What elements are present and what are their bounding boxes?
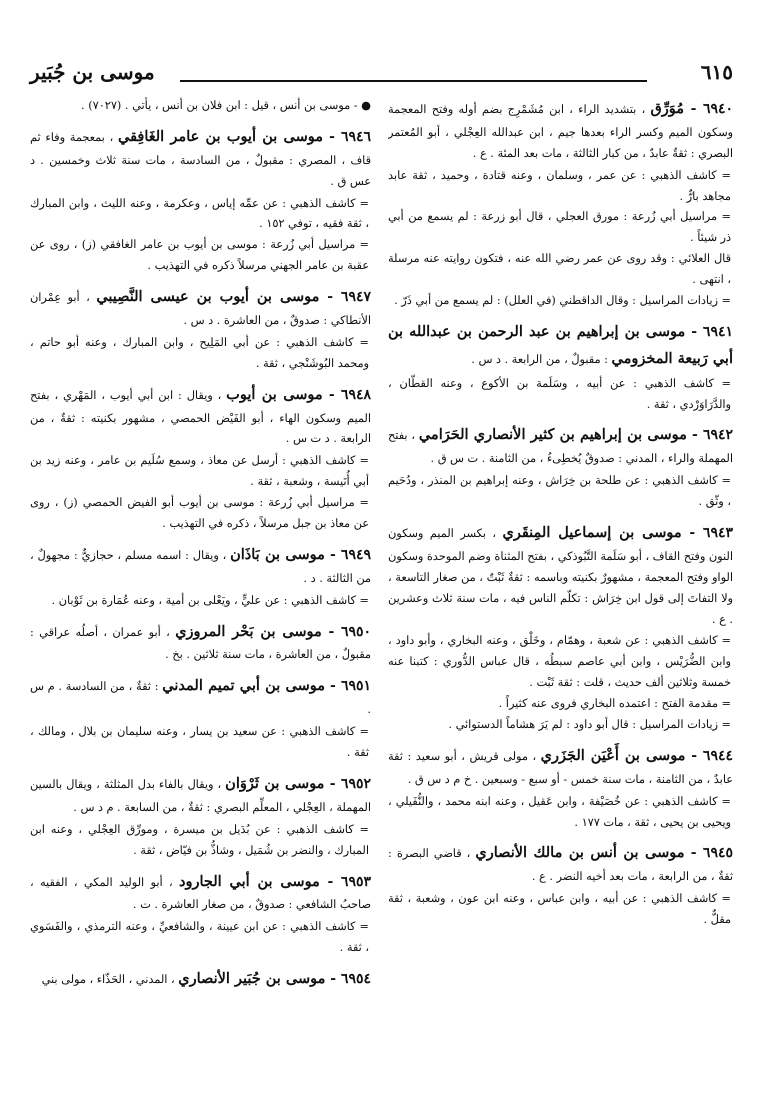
entry-description: ، بمعجمة وفاء ثم قاف ، المصري : مقبولٌ ، من السادسة ، مات سنة ثلاث وخمسين . د عس ق .	[30, 130, 371, 188]
entry-annotation: = مراسيل أبي زُرعة : موسى بن أيوب بن عامر الغافقي (ز) ، روى عن عقبة بن عامر الجهني مرسلاً ذكره في التهذيب .	[30, 238, 369, 273]
entry-annotation: = كاشف الذهبي : عن خُصَيْفة ، وابن عَقيل ، وعنه ابنه محمد ، والنُّفَيلي ، ويحيى بن يحيى ، ثقة ، مات ١٧٧ .	[388, 794, 731, 829]
entry-heading	[30, 284, 371, 332]
entry-name: موسى بن أبي الجارود	[178, 872, 320, 890]
entry-heading	[388, 96, 733, 165]
entry-number: ٦٩٤٧ -	[319, 289, 371, 306]
entry-heading	[30, 673, 371, 721]
biography-entry	[30, 284, 371, 375]
entry-annotation: = كاشف الذهبي : عن بُدَيل بن ميسرة ، ومورِّق العِجْلي ، وعنه ابن المبارك ، والنضر بن شُمَيل ، وشاذُّ بن فيّاض ، ثقة .	[30, 822, 369, 857]
entry-name: موسى بن بَاذَان	[230, 545, 325, 563]
left-entries	[30, 124, 371, 993]
entry-annotation: = مراسيل أبي زُرعة : مورق العجلي ، قال أبو زرعة : لم يسمع من أبي ذر شيئاً .	[388, 210, 731, 245]
page-header	[30, 60, 733, 94]
entry-annotation: = كاشف الذهبي : عن سعيد بن يسار ، وعنه سليمان بن بلال ، ومالك ، ثقة .	[30, 725, 369, 760]
continuation-note: ● - موسى بن أنس ، قيل : ابن فلان بن أنس ، يأتي . (٧٠٢٧) .	[81, 99, 371, 112]
right-column	[388, 96, 733, 1086]
entry-name: موسى بن أيوب بن عامر الغَافِقي	[118, 127, 324, 145]
entry-annotation: = كاشف الذهبي : عن عليٍّ ، ويَعْلى بن أمية ، وعنه عُمَارة بن ثَوْبان .	[51, 593, 369, 607]
entry-description: ، المدني ، الحَذّاء ، مولى بني	[41, 973, 179, 987]
entry-annotation: = مقدمة الفتح : اعتمده البخاري فروى عنه كثيراً .	[498, 697, 731, 711]
entry-number: ٦٩٤٠ -	[684, 101, 733, 117]
entry-heading	[388, 319, 733, 373]
entry-number: ٦٩٥٠ -	[321, 623, 371, 640]
entry-heading	[30, 966, 371, 993]
entry-number: ٦٩٥٤ -	[325, 971, 371, 988]
entry-name: موسى بن إبراهيم بن عبد الرحمن بن عبدالله بن أبي رَبيعة المخزومي	[388, 322, 733, 367]
entry-name: موسى بن ثَرْوَان	[225, 774, 325, 792]
entry-description: ، بفتح المهملة والراء ، المدني : صدوقٌ يُخطِىءُ ، من الثامنة . ت س ق .	[388, 429, 733, 466]
entry-name: موسى بن أيوب بن عيسى النَّصِيبي	[96, 288, 320, 306]
entry-description: ، أبو الوليد المكي ، الفقيه ، صاحبُ الشافعي : صدوقٌ ، من صغار العاشرة . ت .	[30, 875, 371, 912]
entry-name: موسى بن جُبَير الأنصاري	[178, 970, 326, 988]
biography-entry	[388, 743, 733, 834]
biography-entry	[388, 520, 733, 736]
entry-name: موسى بن أَعْيَن الجَزَري	[540, 746, 686, 764]
entry-annotation: = كاشف الذهبي : عن طلحة بن خِرَاش ، وعنه إبراهيم بن المنذر ، ودُحَيم ، وثّق .	[388, 474, 731, 509]
biography-entry	[30, 869, 371, 960]
entry-name: مُوَرِّق	[650, 100, 685, 117]
entry-name: موسى بن بَحْر المروزي	[175, 622, 322, 640]
entry-annotation: = كاشف الذهبي : عن أبي المَلِيح ، وابن المبارك ، وعنه أبو حاتم ، ومحمد البُوشَنْجي ، ثقة .	[30, 335, 369, 370]
entry-annotation: = كاشف الذهبي : عن أبيه ، وابن عباس ، وعنه ابن عون ، وشعبة ، ثقة مقلٌّ .	[388, 892, 731, 927]
entry-heading	[30, 619, 371, 667]
biography-entry	[388, 422, 733, 513]
entry-description: ، مولى قريش ، أبو سعيد : ثقة عابدٌ ، من الثامنة ، مات سنة خمس - أو سبع - وسبعين . خ م د س ق .	[388, 749, 733, 786]
biography-entry	[30, 771, 371, 862]
entry-heading	[30, 869, 371, 917]
biography-entry	[30, 619, 371, 667]
entry-description: ، أبو عمران ، أصلُه عراقي : مقبولٌ ، من العاشرة ، مات سنة ثلاثين . بخ .	[30, 625, 371, 662]
header-rule	[180, 80, 647, 82]
entry-number: ٦٩٤٨ -	[322, 386, 371, 403]
entry-number: ٦٩٤٦ -	[323, 128, 371, 145]
entry-name: موسى بن أيوب	[226, 385, 323, 403]
entry-number: ٦٩٤١ -	[685, 323, 733, 340]
entry-annotation: = زيادات المراسيل : قال أبو داود : لم يَرَ هشاماً الدستوائي .	[448, 717, 731, 731]
entry-annotation: = كاشف الذهبي : أرسل عن معاذ ، وسمع سُلَيم بن عامر ، وعنه زيد بن أبي أُنَيسة ، وشعبة ، ثقة .	[30, 454, 369, 489]
biography-entry	[388, 840, 733, 931]
entry-number: ٦٩٥١ -	[324, 678, 371, 695]
running-title: موسى بن جُبَير	[30, 60, 155, 84]
entry-annotation: = مراسيل أبي زُرعة : موسى بن أيوب أبو الفيض الحمصي (ز) ، روى عن معاذ بن جبل مرسلاً ، ذكره في التهذيب .	[30, 496, 369, 531]
left-column	[30, 96, 371, 1086]
entry-annotation: = كاشف الذهبي : عن عمر ، وسلمان ، وعنه قتادة ، وحميد ، ثقة عابد مجاهد بارٌّ .	[388, 168, 731, 203]
biography-entry	[30, 673, 371, 764]
entry-name: موسى بن إبراهيم بن كثير الأنصاري الحَرَامي	[418, 426, 687, 444]
entry-heading	[30, 542, 371, 590]
entry-annotation: = كاشف الذهبي : عن شعبة ، وهمّام ، وخَلْق ، وعنه البخاري ، وأبو داود ، وابن الضُّرَيْس ، وابن أبي عاصم سبطُه ، قال عباس الدُّوري : كتبنا عنه خمسة وثلاثين ألف حديث ، قلت : ثقة ثَبْت .	[388, 634, 731, 690]
entry-number: ٦٩٤٤ -	[685, 747, 733, 764]
biography-entry	[30, 542, 371, 612]
entry-heading	[388, 743, 733, 791]
entry-heading	[30, 771, 371, 819]
biography-entry	[30, 966, 371, 993]
page-number: ٦١٥	[700, 60, 733, 84]
entry-annotation: قال العلائي : وقد روى عن عمر رضي الله عنه ، فتكون روايته عنه مرسلة ، انتهى .	[388, 252, 731, 287]
entry-description: ، ويقال : ابن أبي أيوب ، المَهْري ، بفتح الميم وسكون الهاء ، أبو الفَيْض الحمصي ، مشهور بكنيته : ثقةٌ ، من الرابعة . د ت س .	[30, 388, 371, 446]
entry-number: ٦٩٤٩ -	[324, 546, 371, 563]
biography-entry	[30, 382, 371, 535]
entry-annotation: = كاشف الذهبي : عن أبيه ، وسَلَمة بن الأكوع ، وعنه القطّان ، والدَّرَاوَرْدي ، ثقة .	[388, 376, 731, 411]
entry-number: ٦٩٤٥ -	[684, 845, 733, 862]
entry-description: : ثقةٌ ، من السادسة . م س .	[30, 680, 371, 717]
biography-entry	[388, 96, 733, 312]
biography-entry	[30, 124, 371, 277]
entry-description: : مقبولٌ ، من الرابعة . د س .	[471, 352, 612, 366]
entry-description: ، بكسر الميم وسكون النون وفتح القاف ، أبو سَلَمة التَّبُوذكي ، بفتح المثناة وضم الموحدة وسكون الواو وفتح المعجمة ، مشهورٌ بكنيته وباسمه : ثقةٌ ثَبْتٌ ، من صغار التاسعة ، ولا التفاتَ إلى قول ابن خِرَاش : تكلّم الناس فيه ، مات سنة ثلاث وعشرين . ع .	[388, 526, 733, 626]
entry-heading	[388, 840, 733, 888]
entry-number: ٦٩٤٢ -	[686, 427, 733, 444]
entry-name: موسى بن أبي تميم المدني	[162, 677, 325, 695]
biography-entry	[388, 319, 733, 415]
entry-name: موسى بن إسماعيل المِنقَري	[502, 523, 682, 541]
entry-number: ٦٩٤٣ -	[681, 524, 733, 541]
entry-number: ٦٩٥٣ -	[319, 873, 371, 890]
entry-name: موسى بن أنس بن مالك الأنصاري	[475, 844, 685, 862]
entry-annotation: = زيادات المراسيل : وقال الداقطني (في العلل) : لم يسمع من أبي ذَرّ .	[394, 294, 731, 308]
entry-heading	[388, 520, 733, 630]
entry-description: ، ويقال : اسمه مسلم ، حجازيٌّ : مجهولٌ ، من الثالثة . د .	[30, 548, 371, 585]
entry-annotation: = كاشف الذهبي : عن ابن عيينة ، والشافعيِّ ، وعنه الترمذي ، والفَسَوي ، ثقة .	[30, 920, 369, 955]
entry-heading	[30, 124, 371, 193]
entry-annotation: = كاشف الذهبي : عن عمِّه إياس ، وعكرمة ، وعنه الليث ، وابن المبارك ، ثقة فقيه ، توفي ١٥٢ .	[30, 196, 369, 231]
entry-heading	[388, 422, 733, 470]
entry-description: ، أبو عِمْران الأنطاكي : صدوقٌ ، من العاشرة . د س .	[30, 291, 371, 328]
entry-description: ، ويقال بالفاء بدل المثلثة ، ويقال بالسين المهملة ، العِجْلي ، المعلِّم البصري : ثقةٌ ، من السابعة . م د س .	[30, 777, 371, 814]
entry-heading	[30, 382, 371, 451]
entry-description: ، قاضي البصرة : ثقةٌ ، من الرابعة ، مات بعد أخيه النضر . ع .	[388, 847, 733, 884]
entry-description: ، بتشديد الراء ، ابن مُشَمْرِج بضم أوله وفتح المعجمة وسكون الميم وكسر الراء بعدها جيم ، ابن عبدالله العِجْلي ، أبو المُعتمر البصري : ثقةٌ عابدٌ ، من كبار الثالثة ، مات بعد المئة . ع .	[388, 103, 733, 160]
entry-number: ٦٩٥٢ -	[324, 775, 371, 792]
